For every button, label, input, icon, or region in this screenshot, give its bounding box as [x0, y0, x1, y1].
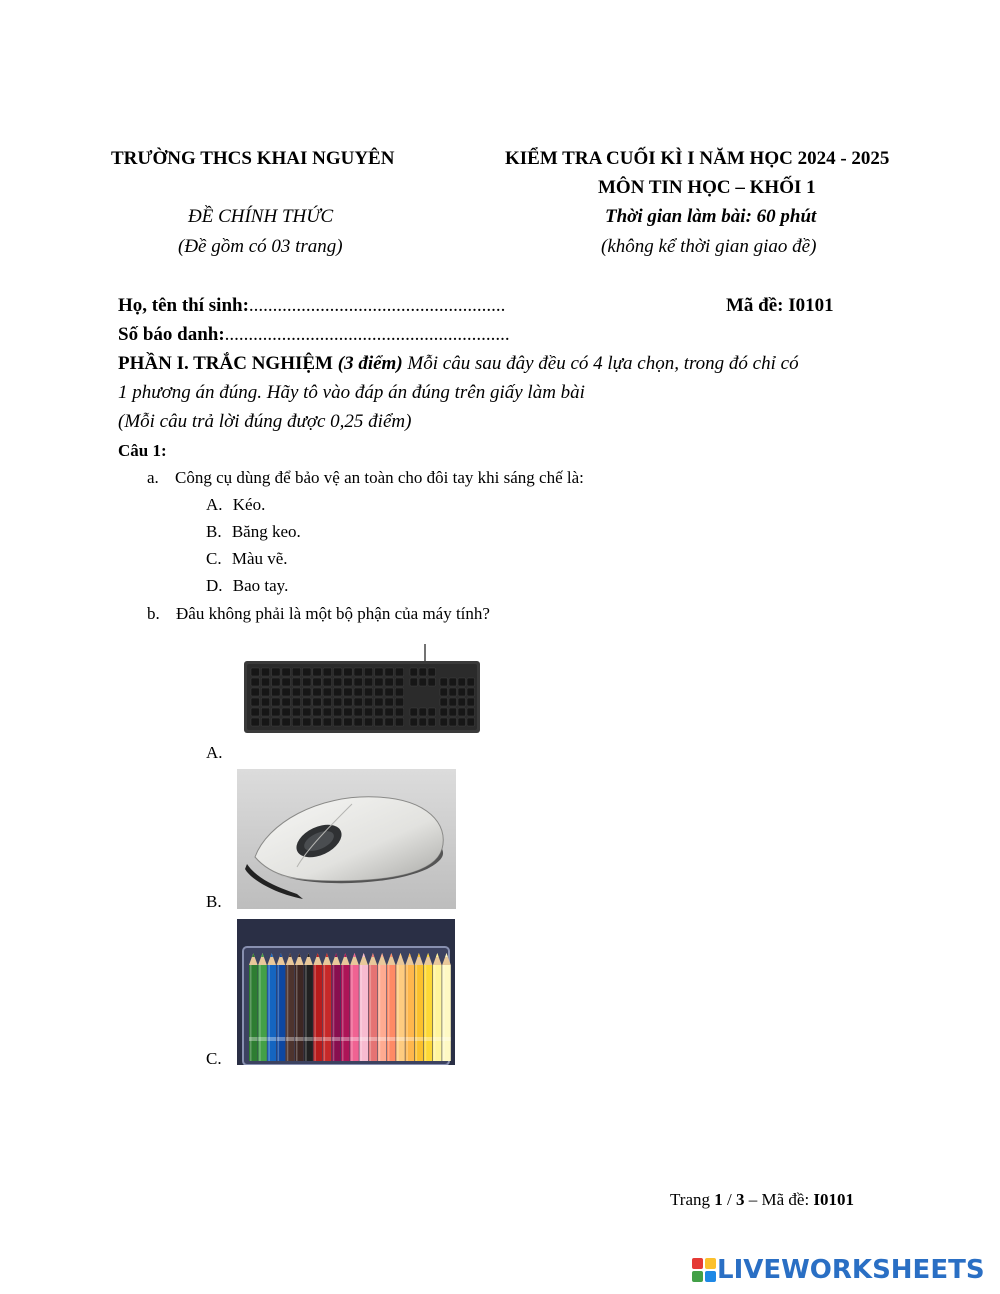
question-1a-text: Công cụ dùng để bảo vệ an toàn cho đôi tay khi sáng chế là: [175, 468, 584, 487]
student-name-dots: ...................................................... [248, 295, 506, 316]
school-name: TRƯỜNG THCS KHAI NGUYÊN [111, 148, 395, 169]
footer-code: I0101 [813, 1190, 855, 1209]
exam-code: Mã đề: I0101 [726, 295, 834, 316]
option-letter: A. [206, 495, 223, 514]
keyboard-icon [244, 644, 480, 734]
image-option-c-label[interactable]: C. [206, 1049, 222, 1068]
question-1b [147, 604, 490, 624]
option-text: Màu vẽ. [231, 549, 288, 568]
colored-pencils-image [237, 919, 455, 1065]
question-1b-text: Đâu không phải là một bộ phận của máy tính? [176, 604, 490, 623]
part1-instruction-3: (Mỗi câu trả lời đúng được 0,25 điểm) [118, 411, 412, 432]
image-option-b-label[interactable]: B. [206, 892, 222, 911]
option-b[interactable] [206, 522, 301, 542]
option-letter: B. [206, 522, 222, 541]
liveworksheets-logo-text: LIVEWORKSHEETS [717, 1255, 985, 1285]
student-id-dots: ............................................................ [224, 324, 510, 345]
exam-title: KIỂM TRA CUỐI KÌ I NĂM HỌC 2024 - 2025 [505, 148, 890, 169]
official-label: ĐỀ CHÍNH THỨC [188, 206, 334, 227]
liveworksheets-logo-icon [691, 1257, 717, 1283]
option-a[interactable] [206, 495, 265, 515]
question-1a-marker: a. [147, 468, 159, 487]
time-note: (không kể thời gian giao đề) [601, 236, 817, 257]
student-name-line [118, 295, 505, 317]
footer-prefix: Trang [670, 1190, 715, 1209]
student-id-label: Số báo danh: [118, 324, 225, 345]
part1-instruction-1: Mỗi câu sau đây đều có 4 lựa chọn, trong đó chỉ có [402, 353, 799, 374]
keyboard-image [244, 644, 480, 734]
time-limit: Thời gian làm bài: 60 phút [605, 206, 817, 227]
part1-title: PHẦN I. TRẮC NGHIỆM [118, 353, 333, 374]
page-count-note: (Đề gồm có 03 trang) [178, 236, 343, 257]
part1-points: (3 điểm) [337, 353, 403, 374]
mouse-image [237, 769, 456, 909]
option-text: Băng keo. [231, 522, 301, 541]
question-1b-marker: b. [147, 604, 160, 623]
question-1-label: Câu 1: [118, 441, 167, 460]
footer-total: 3 [735, 1190, 745, 1209]
computer-mouse-icon [237, 769, 456, 909]
image-option-a-label[interactable]: A. [206, 743, 223, 762]
footer-code-prefix: – Mã đề: [744, 1190, 814, 1209]
footer-page: 1 [714, 1190, 723, 1209]
option-d[interactable] [206, 576, 288, 596]
option-text: Kéo. [232, 495, 266, 514]
option-c[interactable] [206, 549, 288, 569]
page-footer [670, 1190, 854, 1210]
exam-subject: MÔN TIN HỌC – KHỐI 1 [598, 177, 816, 198]
footer-sep: / [722, 1190, 736, 1209]
colored-pencils-icon [237, 919, 455, 1065]
student-name-label: Họ, tên thí sinh: [118, 295, 249, 316]
part1-heading [118, 353, 799, 375]
student-id-line [118, 324, 510, 346]
question-1a [147, 468, 584, 488]
option-letter: D. [206, 576, 223, 595]
liveworksheets-logo [691, 1254, 985, 1286]
part1-instruction-2: 1 phương án đúng. Hãy tô vào đáp án đúng trên giấy làm bài [118, 382, 585, 403]
option-text: Bao tay. [232, 576, 289, 595]
option-letter: C. [206, 549, 222, 568]
